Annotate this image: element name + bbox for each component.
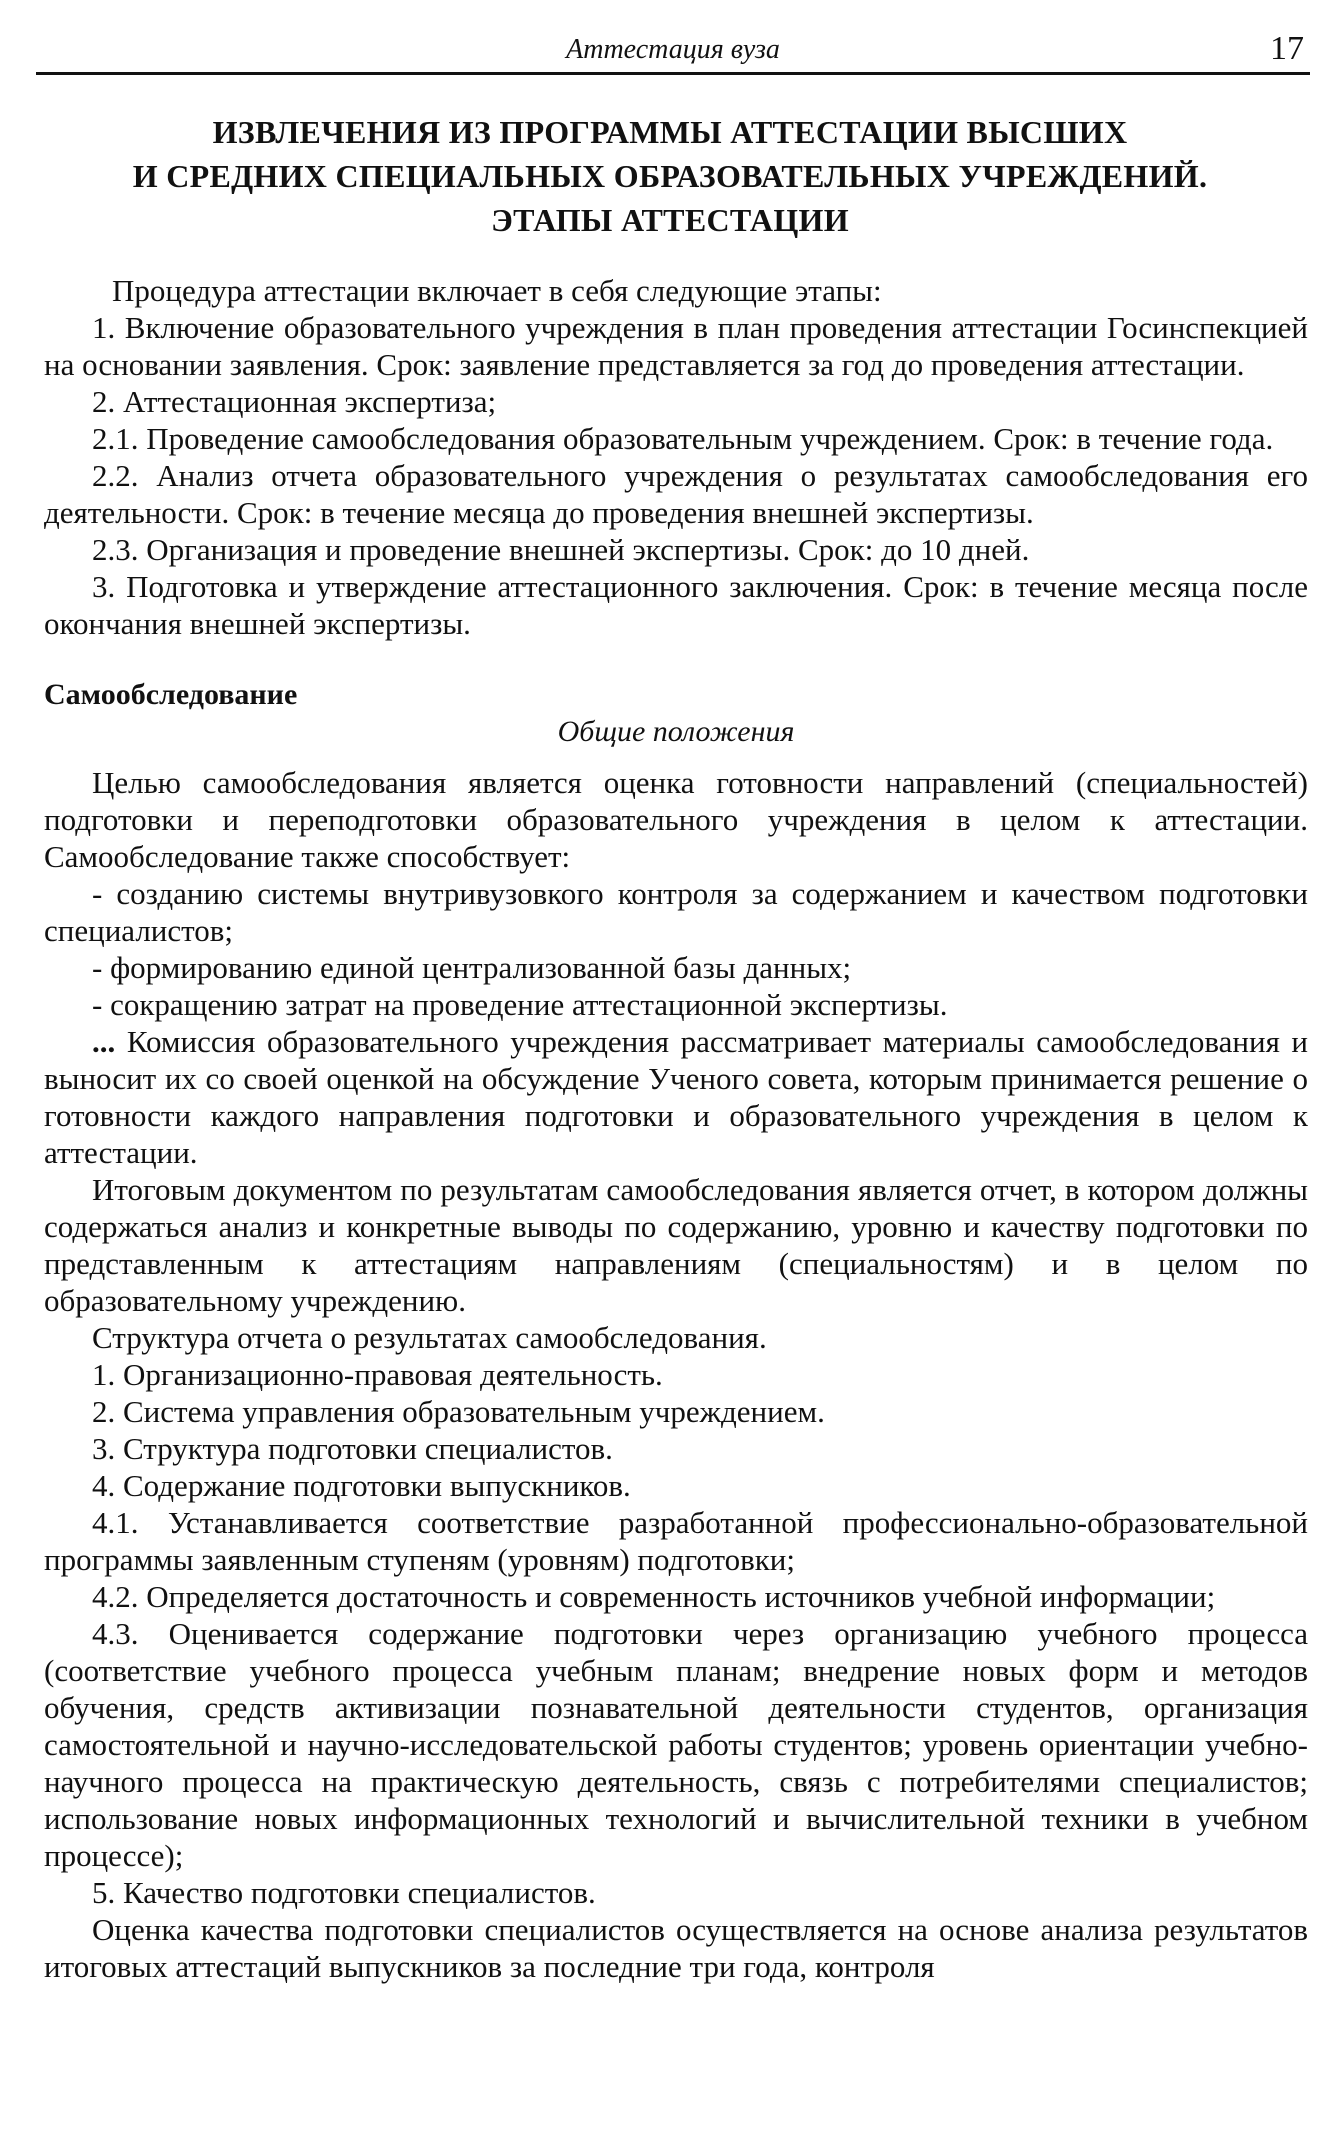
section-title: Самообследование [44, 678, 298, 711]
list-item-2: 2. Система управления образовательным учреждением. [92, 1394, 825, 1429]
bullet-control-system: - созданию системы внутривузовкого контроля за содержанием и качеством подготовки специалистов; [44, 876, 1308, 948]
section-subtitle: Общие положения [557, 715, 795, 748]
body-text [44, 272, 1308, 1985]
list-item-4-1: 4.1. Устанавливается соответствие разработанной профессионально-образовательной программы заявленным ступеням (уровням) подготовки; [44, 1505, 1308, 1577]
paragraph-commission [44, 1023, 1308, 1171]
paragraph-report: Итоговым документом по результатам самообследования является отчет, в котором должны содержаться анализ и конкретные выводы по содержанию, уровню и качеству подготовки по представленным к аттестациям направлениям (специальностям) и в целом по образовательному учреждению. [44, 1172, 1308, 1318]
paragraph-goal: Целью самообследования является оценка готовности направлений (специальностей) подготовки и переподготовки образовательного учреждения в целом к аттестации. Самообследование также способствует: [44, 765, 1308, 874]
list-item-4-3: 4.3. Оценивается содержание подготовки через организацию учебного процесса (соответствие учебного процесса учебным планам; внедрение новых форм и методов обучения, средств активизации познавательной деятельности студентов, организация самостоятельной и научно-исследовательской работы студентов; уровень ориентации учебно-научного процесса на практическую деятельность, связь с потребителями специалистов; использование новых информационных технологий и вычислительной техники в учебном процессе); [44, 1616, 1308, 1873]
page-number: 17 [1270, 30, 1304, 67]
paragraph-quality: Оценка качества подготовки специалистов осуществляется на основе анализа результатов итоговых аттестаций выпускников за последние три года, контроля [44, 1912, 1308, 1984]
running-title: Аттестация вуза [566, 34, 780, 65]
stage-1: 1. Включение образовательного учреждения в план проведения аттестации Госинспекцией на основании заявления. Срок: заявление представляется за год до проведения аттестации. [44, 310, 1308, 382]
list-item-3: 3. Структура подготовки специалистов. [92, 1431, 613, 1466]
list-item-4-2: 4.2. Определяется достаточность и современность источников учебной информации; [92, 1579, 1216, 1614]
paragraph-structure: Структура отчета о результатах самообследования. [92, 1320, 767, 1355]
list-item-4: 4. Содержание подготовки выпускников. [92, 1468, 631, 1503]
stage-3: 3. Подготовка и утверждение аттестационного заключения. Срок: в течение месяца после окончания внешней экспертизы. [44, 569, 1308, 641]
list-item-1: 1. Организационно-правовая деятельность. [92, 1357, 663, 1392]
list-item-5: 5. Качество подготовки специалистов. [92, 1875, 596, 1910]
running-header [36, 30, 1310, 75]
ellipsis-mark: ... [92, 1024, 116, 1059]
chapter-heading [60, 110, 1280, 242]
bullet-database: - формированию единой централизованной базы данных; [92, 950, 852, 985]
heading-line-3: ЭТАПЫ АТТЕСТАЦИИ [491, 202, 849, 238]
stage-2-3: 2.3. Организация и проведение внешней экспертизы. Срок: до 10 дней. [92, 532, 1030, 567]
stage-2-2: 2.2. Анализ отчета образовательного учреждения о результатах самообследования его деятельности. Срок: в течение месяца до проведения внешней экспертизы. [44, 458, 1308, 530]
stages-intro: Процедура аттестации включает в себя следующие этапы: [112, 273, 882, 308]
stage-2-1: 2.1. Проведение самообследования образовательным учреждением. Срок: в течение года. [92, 421, 1274, 456]
heading-line-1: ИЗВЛЕЧЕНИЯ ИЗ ПРОГРАММЫ АТТЕСТАЦИИ ВЫСШИХ [212, 114, 1128, 150]
stage-2: 2. Аттестационная экспертиза; [92, 384, 497, 419]
heading-line-2: И СРЕДНИХ СПЕЦИАЛЬНЫХ ОБРАЗОВАТЕЛЬНЫХ УЧРЕЖДЕНИЙ. [132, 158, 1208, 194]
bullet-cost-reduction: - сокращению затрат на проведение аттестационной экспертизы. [92, 987, 948, 1022]
paragraph-commission-text: Комиссия образовательного учреждения рассматривает материалы самообследования и выносит их со своей оценкой на обсуждение Ученого совета, которым принимается решение о готовности каждого направления подготовки и образовательного учреждения в целом к аттестации. [44, 1024, 1308, 1170]
